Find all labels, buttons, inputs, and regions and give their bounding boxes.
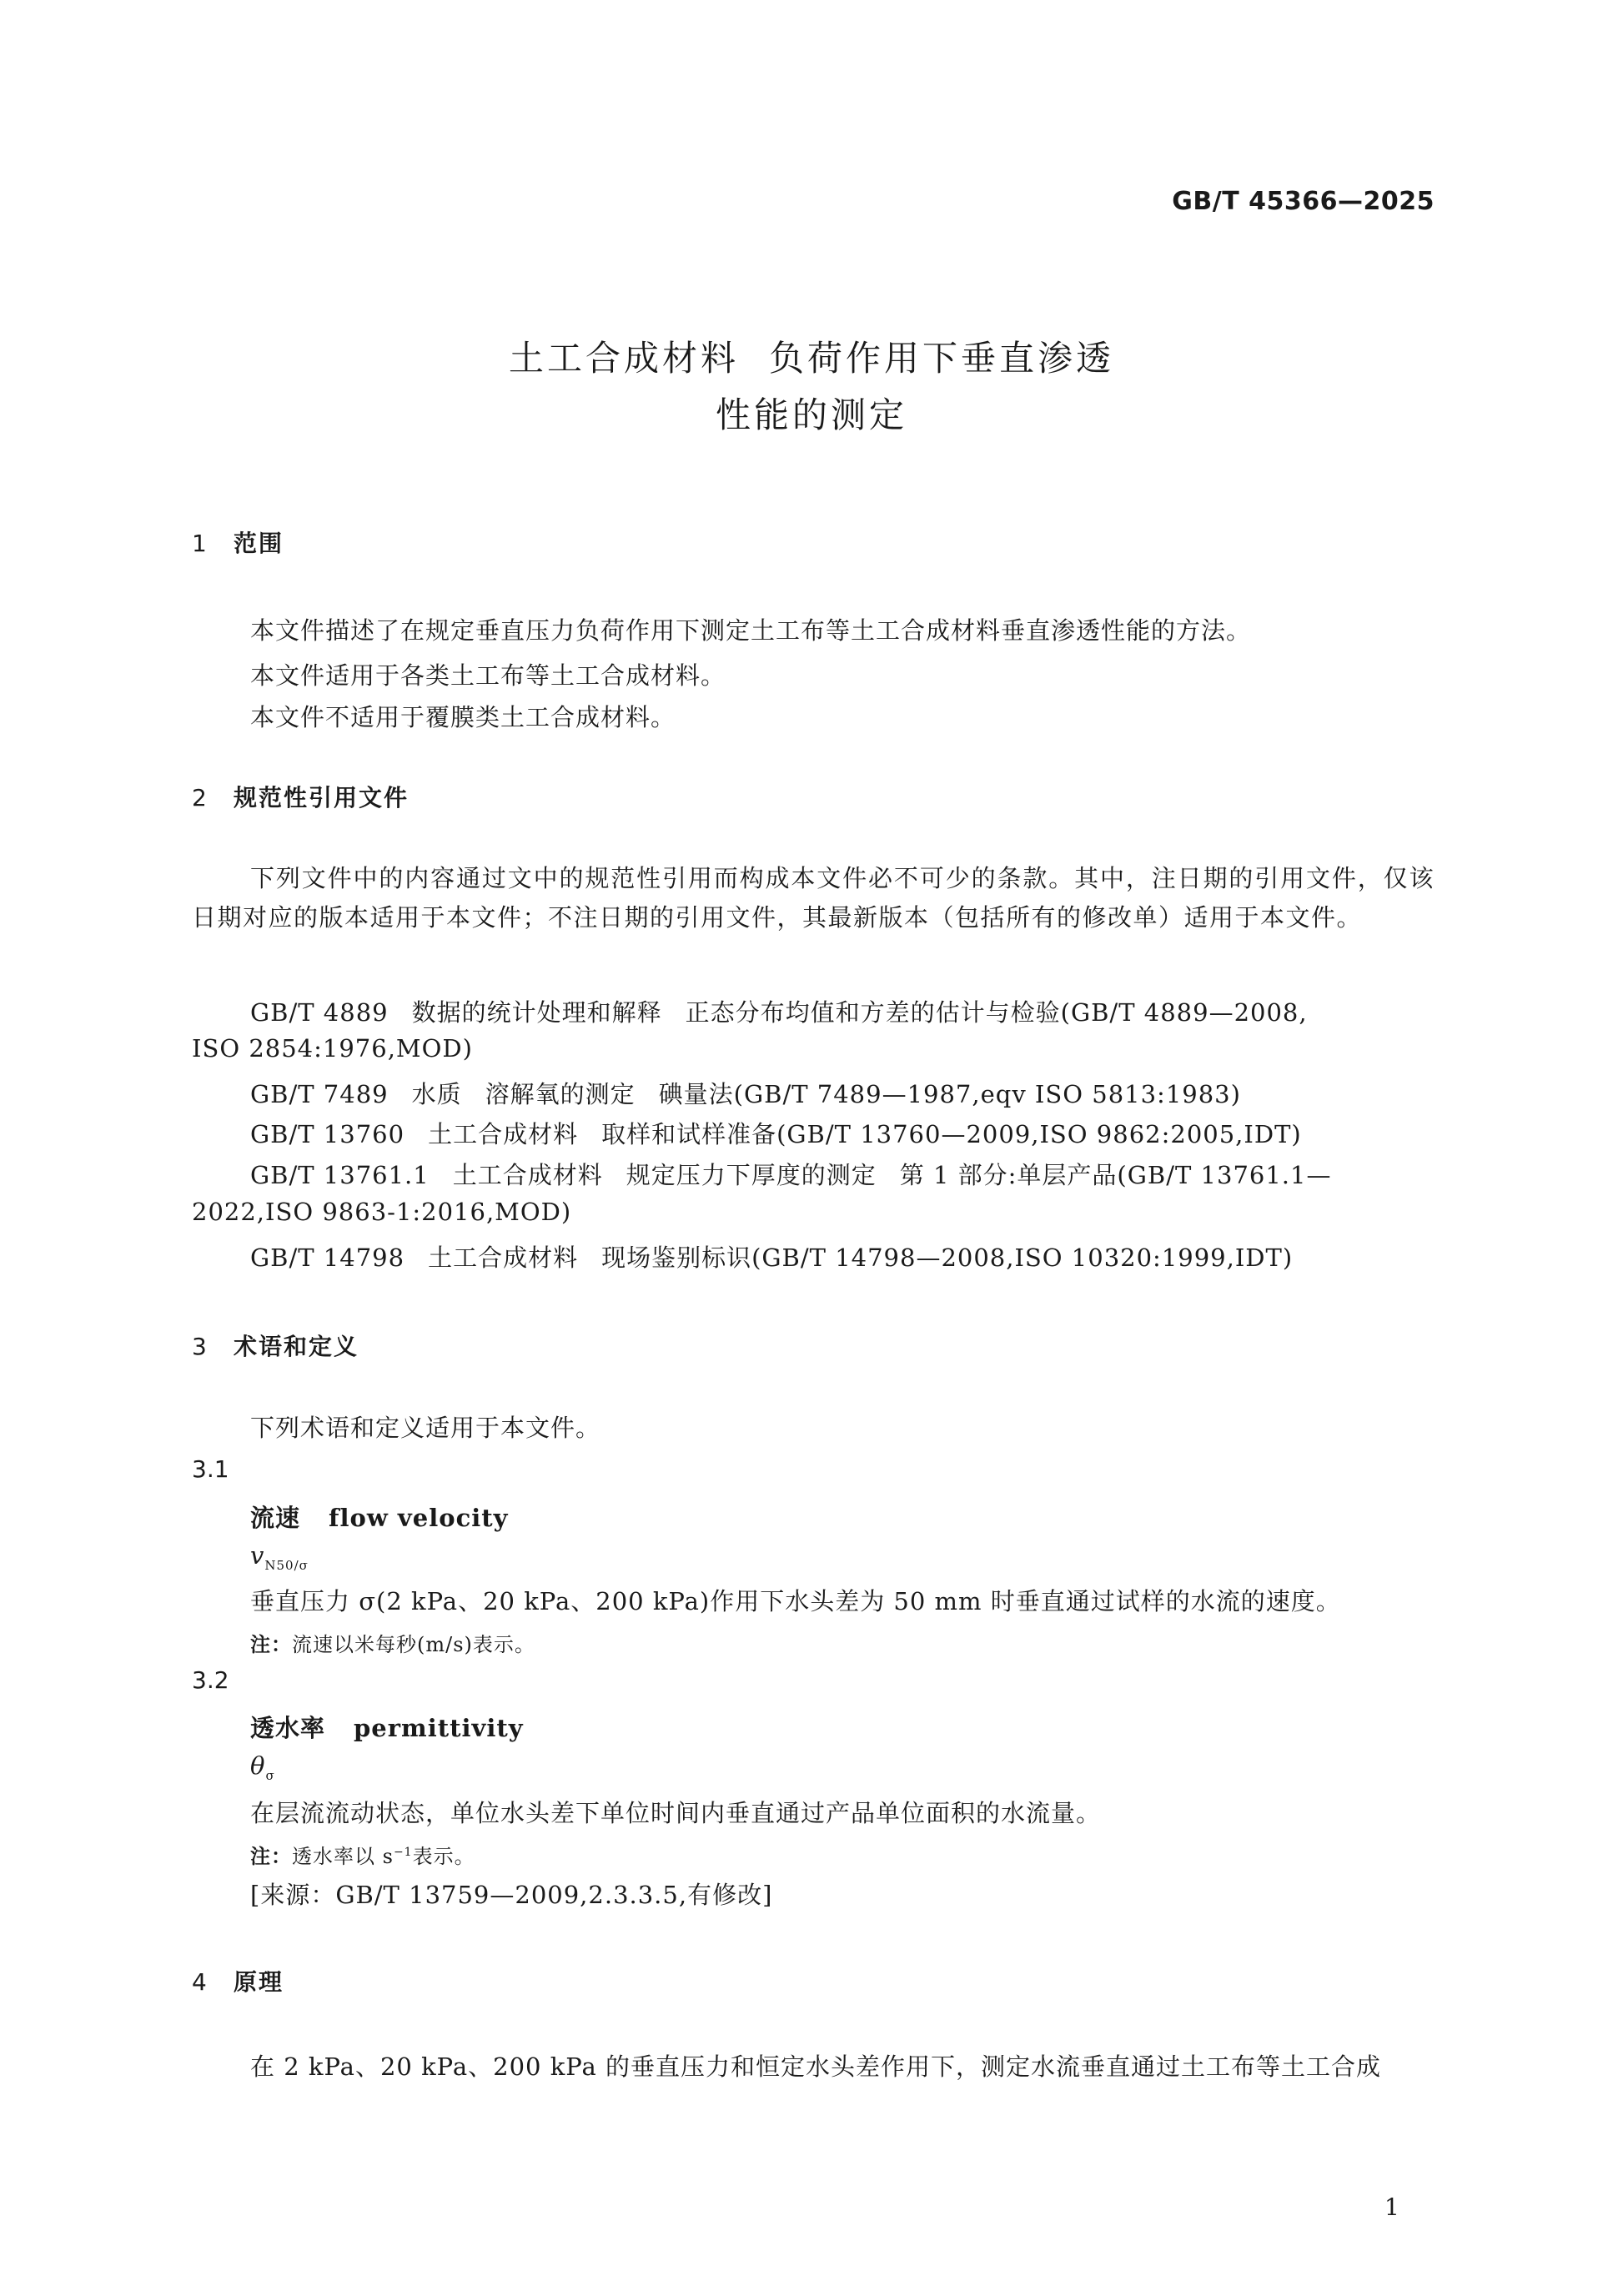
term-symbol [250, 1541, 309, 1573]
reference-item-4 [250, 1157, 1331, 1191]
ref-code: GB/T 4889 [250, 998, 389, 1027]
page-number: 1 [1384, 2193, 1399, 2221]
term-source: [来源：GB/T 13759—2009,2.3.3.5,有修改] [250, 1881, 773, 1909]
document-title-line1 [0, 331, 1623, 381]
term-english: flow velocity [329, 1504, 509, 1532]
title-part-b: 负荷作用下垂直渗透 [769, 338, 1115, 379]
normative-references-intro: 下列文件中的内容通过文中的规范性引用而构成本文件必不可少的条款。其中，注日期的引用文件，仅该日期对应的版本适用于本文件；不注日期的引用文件，其最新版本（包括所有的修改单）适用于本文件。 [192, 864, 1435, 932]
section-number: 3 [192, 1333, 209, 1360]
term-definition: 在层流流动状态，单位水头差下单位时间内垂直通过产品单位面积的水流量。 [250, 1799, 1102, 1827]
ref-title-a: 数据的统计处理和解释 [411, 998, 662, 1027]
reference-item-3 [250, 1116, 1302, 1150]
ref-title-b: 取样和试样准备(GB/T 13760—2009,ISO 9862:2005,IDT) [601, 1120, 1302, 1148]
section-title: 术语和定义 [234, 1333, 359, 1360]
term-symbol [250, 1751, 275, 1783]
ref-title-a: 土工合成材料 [428, 1120, 579, 1148]
symbol-main: v [250, 1541, 265, 1570]
scope-paragraph-3: 本文件不适用于覆膜类土工合成材料。 [250, 703, 676, 731]
ref-code: GB/T 7489 [250, 1080, 389, 1108]
ref-title-b: 规定压力下厚度的测定 [626, 1161, 877, 1189]
term-heading [250, 1710, 524, 1744]
section-number: 2 [192, 784, 209, 811]
section-1-heading [192, 525, 284, 559]
ref-title-a: 土工合成材料 [452, 1161, 603, 1189]
note-text: 流速以米每秒(m/s)表示。 [292, 1633, 535, 1656]
reference-item-2 [250, 1076, 1241, 1110]
ref-title-a: 土工合成材料 [428, 1243, 579, 1272]
section-title: 原理 [234, 1968, 284, 1996]
reference-item-5 [250, 1239, 1293, 1274]
section-3-heading [192, 1329, 359, 1362]
ref-code: GB/T 14798 [250, 1243, 405, 1272]
term-number: 3.1 [192, 1455, 229, 1483]
term-definition: 垂直压力 σ(2 kPa、20 kPa、200 kPa)作用下水头差为 50 mm 时垂直通过试样的水流的速度。 [250, 1587, 1341, 1615]
section-4-heading [192, 1964, 284, 1997]
note-superscript: −1 [393, 1846, 413, 1859]
ref-code: GB/T 13760 [250, 1120, 405, 1148]
term-english: permittivity [354, 1714, 524, 1742]
reference-item-1 [250, 994, 1308, 1028]
terms-intro: 下列术语和定义适用于本文件。 [250, 1414, 601, 1442]
title-part-a: 土工合成材料 [508, 338, 739, 379]
reference-item-1-cont: ISO 2854:1976,MOD) [192, 1034, 473, 1063]
reference-item-4-cont: 2022,ISO 9863-1:2016,MOD) [192, 1198, 572, 1226]
section-number: 1 [192, 530, 209, 557]
term-number: 3.2 [192, 1666, 229, 1694]
symbol-subscript: σ [265, 1767, 275, 1783]
term-chinese: 透水率 [250, 1714, 326, 1742]
section-title: 范围 [234, 530, 284, 557]
note-label: 注： [250, 1633, 292, 1656]
document-title-line2: 性能的测定 [715, 394, 907, 435]
note-label: 注： [250, 1845, 292, 1868]
term-note [250, 1628, 535, 1657]
term-heading [250, 1500, 509, 1534]
section-title: 规范性引用文件 [234, 784, 410, 811]
ref-title-c: 碘量法(GB/T 7489—1987,eqv ISO 5813:1983) [658, 1080, 1241, 1108]
ref-title-b: 溶解氧的测定 [485, 1080, 636, 1108]
symbol-main: θ [250, 1751, 266, 1780]
scope-paragraph-2: 本文件适用于各类土工布等土工合成材料。 [250, 661, 726, 690]
principle-paragraph: 在 2 kPa、20 kPa、200 kPa 的垂直压力和恒定水头差作用下，测定水流垂直通过土工布等土工合成 [250, 2052, 1382, 2081]
symbol-subscript: N50/σ [264, 1557, 309, 1573]
section-2-heading [192, 780, 409, 813]
term-note [250, 1840, 475, 1869]
ref-title-c: 第 1 部分:单层产品(GB/T 13761.1— [899, 1161, 1332, 1189]
standard-code: GB/T 45366—2025 [1172, 187, 1435, 216]
note-text-a: 透水率以 s [292, 1845, 394, 1868]
section-number: 4 [192, 1968, 209, 1996]
ref-title-b: 正态分布均值和方差的估计与检验(GB/T 4889—2008, [685, 998, 1308, 1027]
scope-paragraph-1: 本文件描述了在规定垂直压力负荷作用下测定土工布等土工合成材料垂直渗透性能的方法。 [250, 616, 1252, 645]
note-text-b: 表示。 [412, 1845, 475, 1868]
ref-title-a: 水质 [411, 1080, 462, 1108]
term-chinese: 流速 [250, 1504, 301, 1532]
ref-code: GB/T 13761.1 [250, 1161, 430, 1189]
ref-title-b: 现场鉴别标识(GB/T 14798—2008,ISO 10320:1999,IDT) [601, 1243, 1294, 1272]
